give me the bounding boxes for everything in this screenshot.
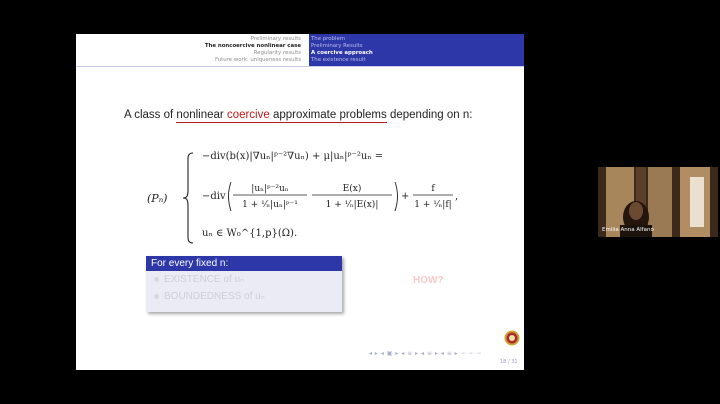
- nav-subsection-coercive-approach[interactable]: A coercive approach: [311, 50, 373, 56]
- eq2-close-paren: [395, 182, 398, 211]
- university-seal-icon: [504, 330, 520, 346]
- eq2-comma: ,: [455, 191, 459, 202]
- equation-line-2: [200, 176, 459, 216]
- block-body: [146, 271, 342, 312]
- theorem-block: [146, 256, 342, 312]
- block-item-existence-text: EXISTENCE of uₙ: [164, 274, 245, 285]
- intro-nonlinear: nonlinear: [176, 109, 227, 121]
- how-label: HOW?: [413, 275, 444, 286]
- left-brace-icon: [182, 152, 194, 244]
- intro-coercive-highlight: coercive: [226, 109, 270, 121]
- block-item-boundedness-text: BOUNDEDNESS of uₙ: [164, 291, 265, 302]
- intro-sentence: [124, 109, 472, 121]
- eq2-frac1-numerator: |uₙ|ᵖ⁻²uₙ: [251, 184, 289, 194]
- nav-section-future-work[interactable]: Future work: uniqueness results: [214, 57, 301, 63]
- presentation-slide: [76, 34, 524, 370]
- eq2-frac2-denominator: 1 + ¹⁄ₙ|E(x)|: [325, 200, 379, 210]
- eq2-frac1-denominator: 1 + ¹⁄ₙ|uₙ|ᵖ⁻¹: [242, 200, 298, 210]
- nav-section-preliminary-results[interactable]: Preliminary results: [250, 36, 301, 42]
- eq2-frac3-numerator: f: [431, 184, 435, 194]
- intro-suffix: depending on n:: [386, 109, 473, 121]
- participant-name: Emilia Anna Alfano: [602, 227, 654, 233]
- bullet-icon: [154, 294, 159, 299]
- nav-section-regularity-results[interactable]: Regularity results: [253, 50, 301, 56]
- intro-prefix: A class of: [124, 109, 177, 121]
- block-title: For every fixed n:: [146, 256, 342, 271]
- nav-subsection-preliminary-results[interactable]: Preliminary Results: [311, 43, 363, 49]
- block-item-boundedness: [146, 288, 342, 305]
- intro-approximate: approximate: [269, 109, 340, 121]
- eq2-open-paren: [229, 182, 232, 211]
- intro-problems: problems: [339, 109, 387, 121]
- page-number: 18 / 31: [500, 359, 518, 365]
- equation-line-1: −div(b(x)|∇uₙ|ᵖ⁻²∇uₙ) + μ|uₙ|ᵖ⁻²uₙ =: [202, 151, 384, 162]
- nav-subsection-the-problem[interactable]: The problem: [311, 36, 346, 42]
- header-subsections: [309, 34, 524, 66]
- eq2-plus: +: [401, 191, 410, 202]
- problem-label: (Pₙ): [147, 192, 168, 205]
- bullet-icon: [154, 277, 159, 282]
- nav-subsection-existence-result[interactable]: The existence result: [311, 57, 366, 63]
- eq2-frac3-denominator: 1 + ¹⁄ₙ|f|: [414, 200, 452, 210]
- eq2-frac2-numerator: E(x): [342, 184, 362, 194]
- header-divider: [76, 66, 524, 67]
- block-item-existence: [146, 271, 342, 288]
- intro-underlined-phrase: [176, 109, 386, 123]
- header-sections: [76, 34, 309, 66]
- eq2-div-prefix: −div: [202, 191, 226, 202]
- nav-section-noncoercive-case[interactable]: The noncoercive nonlinear case: [204, 43, 301, 49]
- equation-line-3: uₙ ∈ W₀^{1,p}(Ω).: [202, 228, 298, 239]
- beamer-navigation-controls[interactable]: ◂ ▸ ◂ ▣ ▸ ◂ ≡ ▸ ◂ ≡ ▸ ◂ ≡ ▸ ∽ ∽ ∽: [369, 350, 482, 357]
